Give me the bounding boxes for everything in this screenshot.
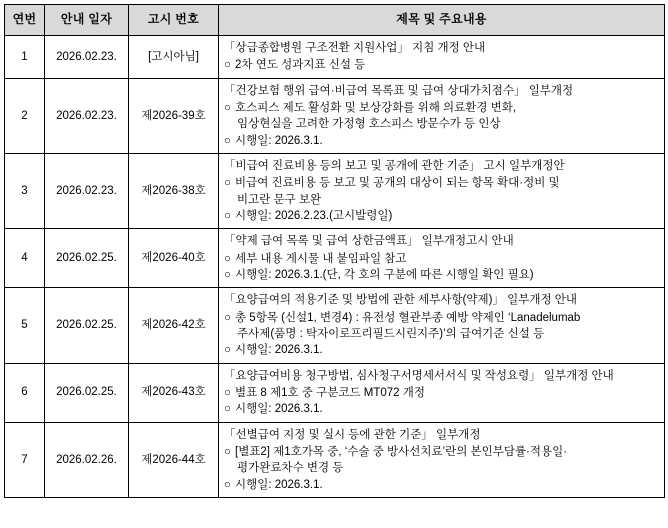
circle-bullet-icon: ○ [224,268,231,281]
table-row [5,229,665,288]
cell-notice-date: 2026.02.25. [45,229,129,288]
circle-bullet-icon: ○ [224,209,231,222]
notice-summary-text: 2차 연도 성과지표 신설 등 [235,59,366,72]
notice-summary-line [224,100,660,116]
circle-bullet-icon: ○ [224,478,231,491]
cell-notice-date: 2026.02.23. [45,78,129,153]
cell-title-and-summary [219,229,665,288]
column-header-number: 고시 번호 [129,5,219,36]
cell-sequence-number: 5 [5,288,45,363]
notice-title: 「비급여 진료비용 등의 보고 및 공개에 관한 기준」 고시 일부개정안 [224,159,565,172]
cell-title-and-summary [219,422,665,497]
cell-title-and-summary [219,36,665,79]
notice-summary-text: 별표 8 제1호 중 구분코드 MT072 개정 [235,386,425,399]
cell-notice-number: 제2026-44호 [129,422,219,497]
notice-summary-text: 세부 내용 게시물 내 붙임파일 참고 [235,252,407,265]
cell-sequence-number: 3 [5,153,45,228]
table-row [5,36,665,79]
cell-title-and-summary [219,363,665,422]
cell-sequence-number: 4 [5,229,45,288]
notice-summary-line [224,208,660,224]
notice-summary-text: [별표2] 제1호가목 중, ‘수술 중 방사선치료’란의 본인부담률·적용일· [235,445,568,458]
circle-bullet-icon: ○ [224,177,231,190]
table-row [5,288,665,363]
table-header-row [5,5,665,36]
notice-summary-text: 시행일: 2026.3.1. [235,134,323,147]
cell-notice-number: 제2026-39호 [129,78,219,153]
cell-sequence-number: 6 [5,363,45,422]
notice-title: 「약제 급여 목록 및 급여 상한금액표」 일부개정고시 안내 [224,235,514,248]
table-header [5,5,665,36]
circle-bullet-icon: ○ [224,252,231,265]
notice-title: 「요양급여의 적용기준 및 방법에 관한 세부사항(약제)」 일부개정 안내 [224,294,577,307]
notice-summary-line [224,57,660,73]
notice-summary-line [224,460,660,476]
cell-notice-date: 2026.02.23. [45,153,129,228]
cell-notice-date: 2026.02.25. [45,363,129,422]
notice-summary-text: 시행일: 2026.3.1. [235,344,323,357]
notice-summary-text: 호스피스 제도 활성화 및 보상강화를 위해 의료환경 변화, [235,101,517,114]
circle-bullet-icon: ○ [224,101,231,114]
notice-summary-line [224,251,660,267]
notice-summary-line [224,175,660,191]
notice-summary-line [224,326,660,342]
notice-summary-text: 시행일: 2026.3.1. [235,478,323,491]
notice-summary-line [224,116,660,132]
circle-bullet-icon: ○ [224,445,231,458]
cell-notice-number: 제2026-42호 [129,288,219,363]
cell-notice-number: 제2026-40호 [129,229,219,288]
cell-notice-number: 제2026-43호 [129,363,219,422]
cell-notice-date: 2026.02.25. [45,288,129,363]
circle-bullet-icon: ○ [224,59,231,72]
notice-summary-text: 임상현실을 고려한 가정형 호스피스 방문수가 등 인상 [237,118,501,131]
column-header-title: 제목 및 주요내용 [219,5,665,36]
cell-notice-number: 제2026-38호 [129,153,219,228]
notice-title: 「건강보험 행위 급여·비급여 목록표 및 급여 상대가치점수」 일부개정 [224,84,574,97]
notice-title: 「선별급여 지정 및 실시 등에 관한 기준」 일부개정 [224,428,481,441]
notice-summary-line [224,444,660,460]
notice-summary-line [224,192,660,208]
notice-summary-text: 시행일: 2026.2.23.(고시발령일) [235,209,393,222]
cell-title-and-summary [219,153,665,228]
notice-summary-text: 주사제(품명 : 탁자이로프리필드시린지주)’의 급여기준 신설 등 [237,327,545,340]
notice-summary-line [224,267,660,283]
cell-sequence-number: 7 [5,422,45,497]
cell-notice-number: [고시아님] [129,36,219,79]
cell-sequence-number: 1 [5,36,45,79]
circle-bullet-icon: ○ [224,386,231,399]
notice-summary-line [224,401,660,417]
notice-title: 「상급종합병원 구조전환 지원사업」 지침 개정 안내 [224,42,486,54]
column-header-date: 안내 일자 [45,5,129,36]
notice-summary-text: 평가완료차수 변경 등 [237,462,344,475]
notice-title: 「요양급여비용 청구방법, 심사청구서명세서서식 및 작성요령」 일부개정 안내 [224,369,614,382]
cell-title-and-summary [219,78,665,153]
notice-summary-text: 시행일: 2026.3.1. [235,403,323,416]
table-row [5,78,665,153]
circle-bullet-icon: ○ [224,344,231,357]
table-row [5,422,665,497]
circle-bullet-icon: ○ [224,134,231,147]
table-body [5,36,665,498]
circle-bullet-icon: ○ [224,311,231,324]
notice-summary-line [224,477,660,493]
notice-summary-text: 총 5항목 (신설1, 변경4) : 유전성 혈관부종 예방 약제인 ‘Lanadelumab [235,311,581,324]
circle-bullet-icon: ○ [224,403,231,416]
notice-summary-line [224,385,660,401]
cell-notice-date: 2026.02.23. [45,36,129,79]
table-row [5,153,665,228]
cell-title-and-summary [219,288,665,363]
notice-summary-line [224,310,660,326]
cell-notice-date: 2026.02.26. [45,422,129,497]
notice-summary-line [224,133,660,149]
notice-table [4,4,665,498]
notice-summary-text: 비급여 진료비용 등 보고 및 공개의 대상이 되는 항목 확대·정비 및 [235,177,560,190]
notice-summary-line [224,342,660,358]
cell-sequence-number: 2 [5,78,45,153]
notice-summary-text: 시행일: 2026.3.1.(단, 각 호의 구분에 따른 시행일 확인 필요) [235,268,534,281]
table-row [5,363,665,422]
notice-summary-text: 비고란 문구 보완 [237,193,322,206]
column-header-no: 연번 [5,5,45,36]
